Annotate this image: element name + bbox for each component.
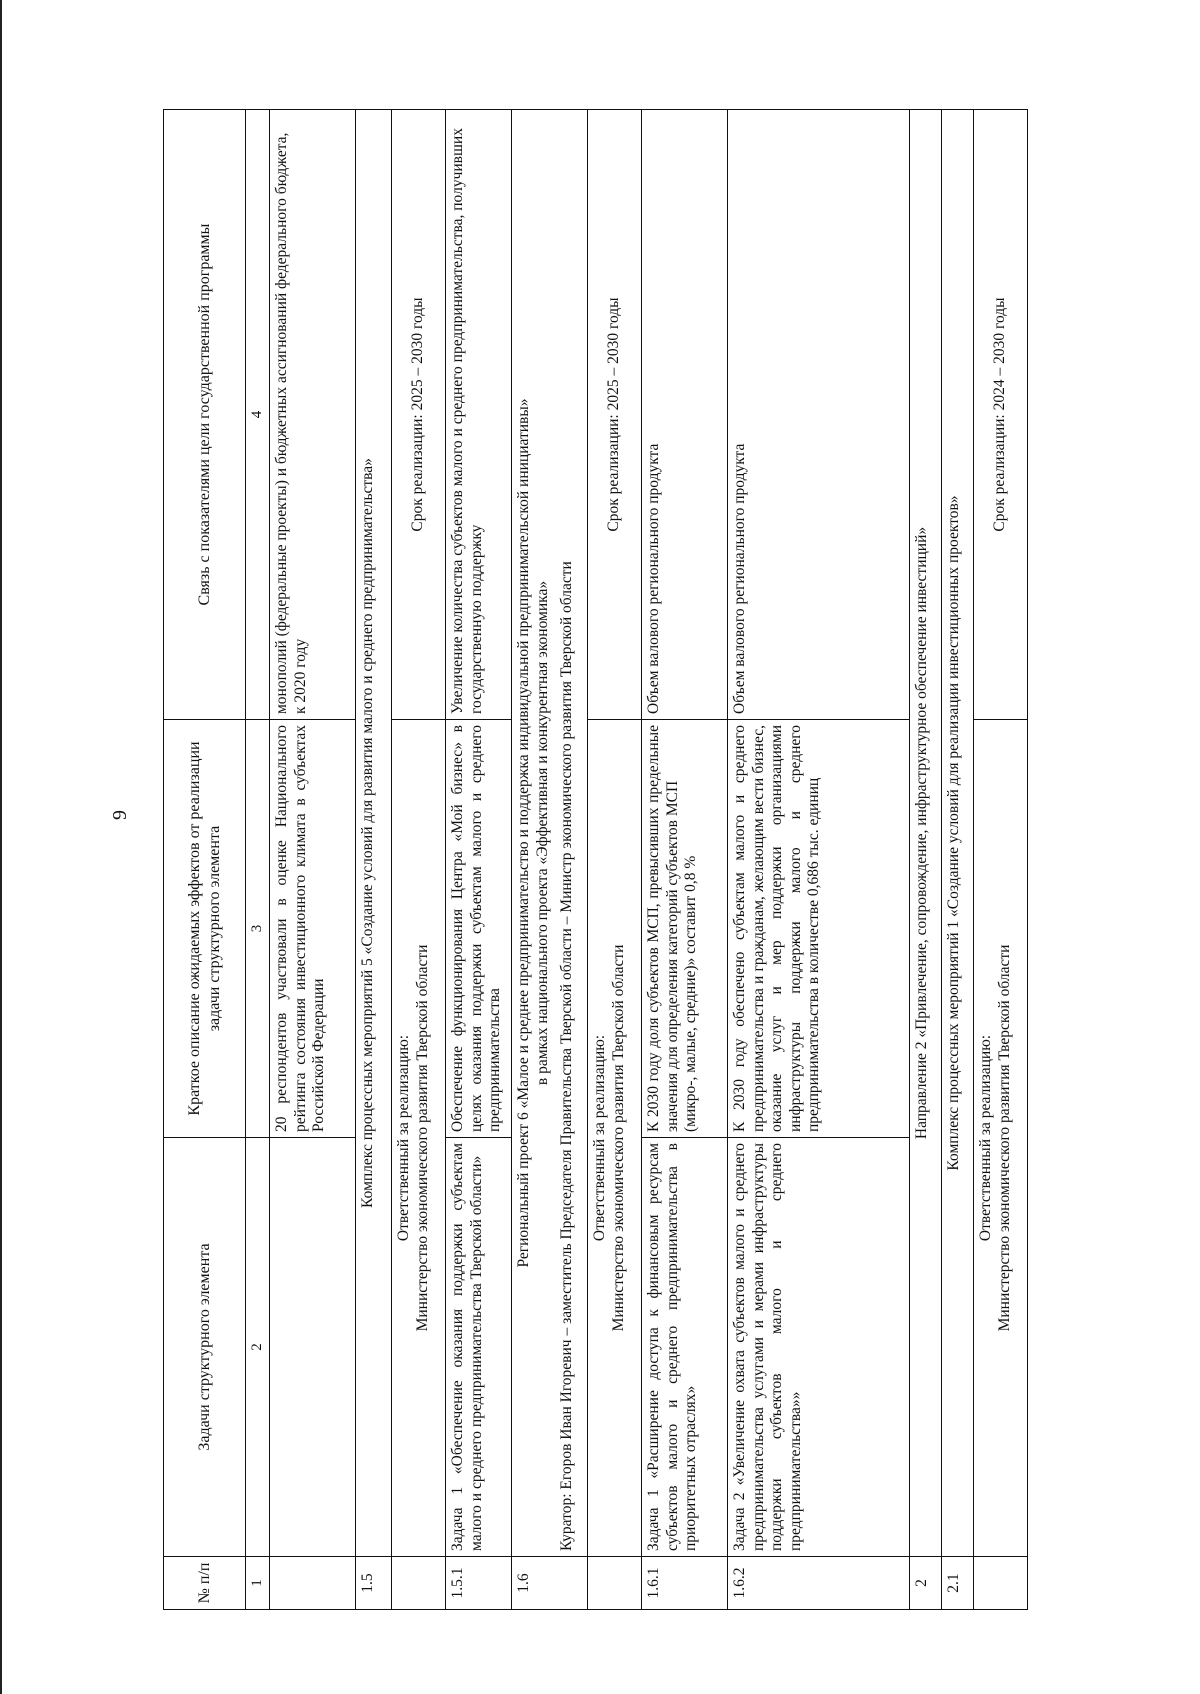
cont-task: [270, 1138, 356, 1557]
row-2-1-resp-num: [974, 1557, 1028, 1610]
page-number: 9: [109, 810, 131, 820]
table-row: [910, 110, 942, 1610]
row-2-title: Направление 2 «Привлечение, сопровождение, инфраструктурное обеспечение инвестиций»: [910, 110, 942, 1557]
row-1-5-num: 1.5: [356, 1557, 392, 1610]
responsible-org: Министерство экономического развития Тверской области: [995, 944, 1013, 1332]
table-row: [588, 110, 642, 1610]
row-1-6-1-num: 1.6.1: [642, 1557, 728, 1610]
table-row: [974, 110, 1028, 1610]
table-row: [356, 110, 392, 1610]
row-1-5-1-num: 1.5.1: [446, 1557, 512, 1610]
row-1-6-resp-num: [588, 1557, 642, 1610]
table-row: [642, 110, 728, 1610]
rotated-table-container: [163, 110, 1031, 1610]
row-1-6-1-effect: [642, 720, 728, 1138]
header-task: Задачи структурного элемента: [164, 1138, 246, 1557]
row-1-6-curator: Куратор: Егоров Иван Игоревич – заместитель Председателя Правительства Тверской области – Министр экономического развития Тверской области: [558, 561, 576, 1551]
header-effect: Краткое описание ожидаемых эффектов от реализации задачи структурного элемента: [164, 720, 246, 1138]
responsible-label: Ответственный за реализацию:: [977, 1034, 994, 1242]
row-1-6-term: Срок реализации: 2025 – 2030 годы: [588, 110, 642, 720]
scan-edge: [0, 0, 2, 1694]
table-row: [728, 110, 910, 1610]
cont-effect: 20 респондентов участвовали в оценке Национального рейтинга состояния инвестиционного климата в субъектах Российской Федерации: [270, 720, 356, 1138]
header-num: № п/п: [164, 1557, 246, 1610]
row-1-5-1-link: Увеличение количества субъектов малого и среднего предпринимательства, получивших государственную поддержку: [446, 110, 512, 720]
row-1-6-1-link: Объем валового регионального продукта: [642, 110, 728, 720]
responsible-label: Ответственный за реализацию:: [395, 1034, 412, 1242]
row-1-6-2-task: Задача 2 «Увеличение охвата субъектов малого и среднего предпринимательства услугами и мерами инфраструктуры поддержки субъектов малого и среднего предпринимательства»»: [728, 1138, 910, 1557]
row-1-6-2-effect: К 2030 году обеспечено субъектам малого и среднего предпринимательства и гражданам, желающим вести бизнес, оказание услуг и мер поддержки организациями инфраструктуры поддержки малого и среднего предпринимательства в количестве 0,686 тыс. единиц: [728, 720, 910, 1138]
cont-link: монополий (федеральные проекты) и бюджетных ассигнований федерального бюджета, к 2020 году: [270, 110, 356, 720]
row-1-6-title-line1: Региональный проект 6 «Малое и среднее предпринимательство и поддержка индивидуальной предпринимательской инициативы»: [515, 398, 532, 1268]
row-1-6-1-effect-line2: (микро-, малые, средние)» составит 0,8 %: [682, 855, 700, 1132]
row-1-5-1-task: Задача 1 «Обеспечение оказания поддержки субъектам малого и среднего предпринимательства Тверской области»: [446, 1138, 512, 1557]
row-1-5-term: Срок реализации: 2025 – 2030 годы: [392, 110, 446, 720]
row-1-6-responsible: [588, 720, 642, 1557]
table-row: [270, 110, 356, 1610]
row-2-1-responsible: [974, 720, 1028, 1557]
row-1-6-2-link: Объем валового регионального продукта: [728, 110, 910, 720]
row-1-6-num: 1.6: [512, 1557, 588, 1610]
row-2-num: 2: [910, 1557, 942, 1610]
column-number-2: 2: [246, 1138, 270, 1557]
row-1-5-responsible: [392, 720, 446, 1557]
row-2-1-term: Срок реализации: 2024 – 2030 годы: [974, 110, 1028, 720]
column-number-3: 3: [246, 720, 270, 1138]
row-1-6-1-task: Задача 1 «Расширение доступа к финансовым ресурсам субъектов малого и среднего предпринимательства в приоритетных отраслях»: [642, 1138, 728, 1557]
row-2-1-title: Комплекс процессных мероприятий 1 «Создание условий для реализации инвестиционных проектов»: [942, 110, 974, 1557]
row-1-6-2-num: 1.6.2: [728, 1557, 910, 1610]
row-1-6-1-effect-line1: К 2030 году доля субъектов МСП, превысивших предельные значения для определения категорий субъектов МСП: [645, 725, 681, 1132]
responsible-org: Министерство экономического развития Тверской области: [413, 944, 431, 1332]
structural-elements-table: [163, 109, 1028, 1610]
row-1-5-title: Комплекс процессных мероприятий 5 «Создание условий для развития малого и среднего предпринимательства»: [356, 110, 392, 1557]
table-row: [392, 110, 446, 1610]
row-2-1-num: 2.1: [942, 1557, 974, 1610]
table-row: [942, 110, 974, 1610]
responsible-label: Ответственный за реализацию:: [591, 1034, 608, 1242]
row-1-6-title-line2: в рамках национального проекта «Эффективная и конкурентная экономика»: [533, 580, 551, 1086]
responsible-org: Министерство экономического развития Тверской области: [609, 944, 627, 1332]
row-1-5-1-effect: Обеспечение функционирования Центра «Мой бизнес» в целях оказания поддержки субъектам малого и среднего предпринимательства: [446, 720, 512, 1138]
row-1-5-resp-num: [392, 1557, 446, 1610]
table-row: [446, 110, 512, 1610]
table-row: [512, 110, 588, 1610]
row-1-6-title: [512, 110, 588, 1557]
cont-num: [270, 1557, 356, 1610]
column-number-1: 1: [246, 1557, 270, 1610]
header-link: Связь с показателями цели государственной программы: [164, 110, 246, 720]
column-number-4: 4: [246, 110, 270, 720]
